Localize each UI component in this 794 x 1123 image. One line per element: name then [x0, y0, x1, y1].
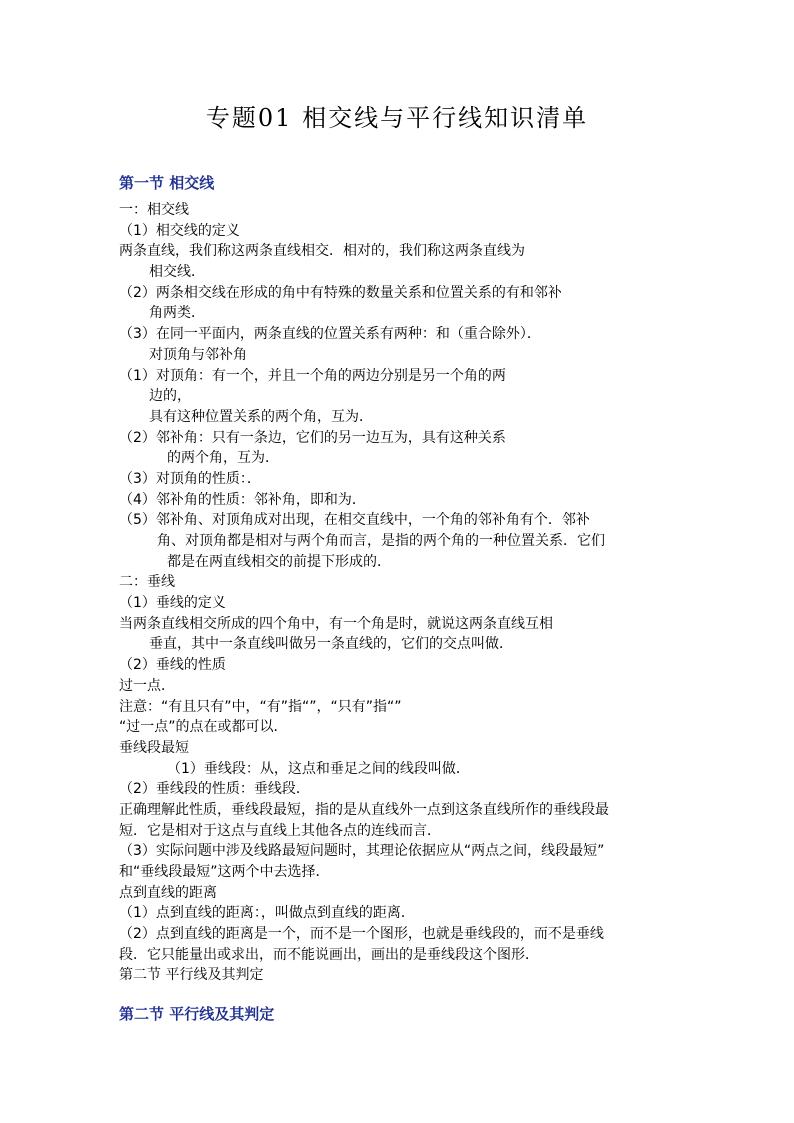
page-title: 专题01 相交线与平行线知识清单 — [205, 104, 589, 132]
text-line: 注意：“有且只有”中，“有”指“”，“只有”指“” — [119, 698, 402, 715]
text-line: （3）在同一平面内，两条直线的位置关系有两种：和（重合除外）． — [119, 326, 541, 343]
text-line: 角两类． — [149, 305, 205, 322]
text-line: （2）两条相交线在形成的角中有特殊的数量关系和位置关系的有和邻补 — [119, 284, 562, 301]
text-line: （2）邻补角：只有一条边，它们的另一边互为，具有这种关系 — [119, 429, 506, 446]
text-line: 一：相交线 — [119, 202, 189, 218]
text-line: 角、对顶角都是相对与两个角而言，是指的两个角的一种位置关系．它们 — [157, 533, 605, 549]
text-line: （1）相交线的定义 — [119, 222, 240, 239]
text-line: （1）垂线段：从，这点和垂足之间的线段叫做． — [167, 760, 470, 777]
text-line: 边的， — [149, 388, 191, 405]
text-line: 两条直线，我们称这两条直线相交．相对的，我们称这两条直线为 — [119, 243, 525, 260]
text-line: 垂直，其中一条直线叫做另一条直线的，它们的交点叫做． — [149, 636, 513, 653]
text-line: 二：垂线 — [119, 574, 175, 591]
text-line: 段．它只能量出或求出，而不能说画出，画出的是垂线段这个图形． — [119, 946, 539, 963]
text-line: 短．它是相对于这点与直线上其他各点的连线而言． — [119, 822, 441, 839]
text-line: 都是在两直线相交的前提下形成的． — [167, 553, 391, 570]
text-line: （2）垂线段的性质：垂线段． — [119, 781, 310, 798]
text-line: 和“垂线段最短”这两个中去选择． — [119, 864, 330, 880]
text-line: （1）点到直线的距离：，叫做点到直线的距离． — [119, 905, 415, 922]
text-line: 点到直线的距离 — [119, 884, 217, 901]
text-line: 第二节 平行线及其判定 — [119, 967, 264, 984]
text-line: （5）邻补角、对顶角成对出现，在相交直线中，一个角的邻补角有个．邻补 — [119, 512, 590, 529]
document-body — [119, 200, 689, 986]
text-line: 的两个角，互为． — [167, 450, 279, 467]
text-line: 具有这种位置关系的两个角，互为． — [149, 408, 373, 425]
section-heading-1: 第一节 相交线 — [119, 174, 215, 192]
text-line: （2）垂线的性质 — [119, 657, 226, 674]
text-line: （4）邻补角的性质：邻补角，即和为． — [119, 491, 366, 508]
text-line: 当两条直线相交所成的四个角中，有一个角是时，就说这两条直线互相 — [119, 615, 553, 632]
text-line: （1）垂线的定义 — [119, 595, 226, 612]
text-line: （1）对顶角：有一个，并且一个角的两边分别是另一个角的两 — [119, 367, 506, 384]
text-line: （3）实际问题中涉及线路最短问题时，其理论依据应从“两点之间，线段最短” — [119, 843, 605, 860]
text-line: “过一点”的点在或都可以． — [119, 719, 288, 736]
text-line: 垂线段最短 — [119, 739, 189, 756]
section-heading-2: 第二节 平行线及其判定 — [119, 1005, 275, 1023]
text-line: 正确理解此性质，垂线段最短，指的是从直线外一点到这条直线所作的垂线段最 — [119, 801, 609, 818]
text-line: （3）对顶角的性质：． — [119, 470, 261, 487]
text-line: 对顶角与邻补角 — [149, 346, 247, 363]
text-line: 过一点． — [119, 677, 175, 694]
text-line: （2）点到直线的距离是一个，而不是一个图形，也就是垂线段的，而不是垂线 — [119, 926, 604, 943]
text-line: 相交线． — [149, 264, 205, 281]
